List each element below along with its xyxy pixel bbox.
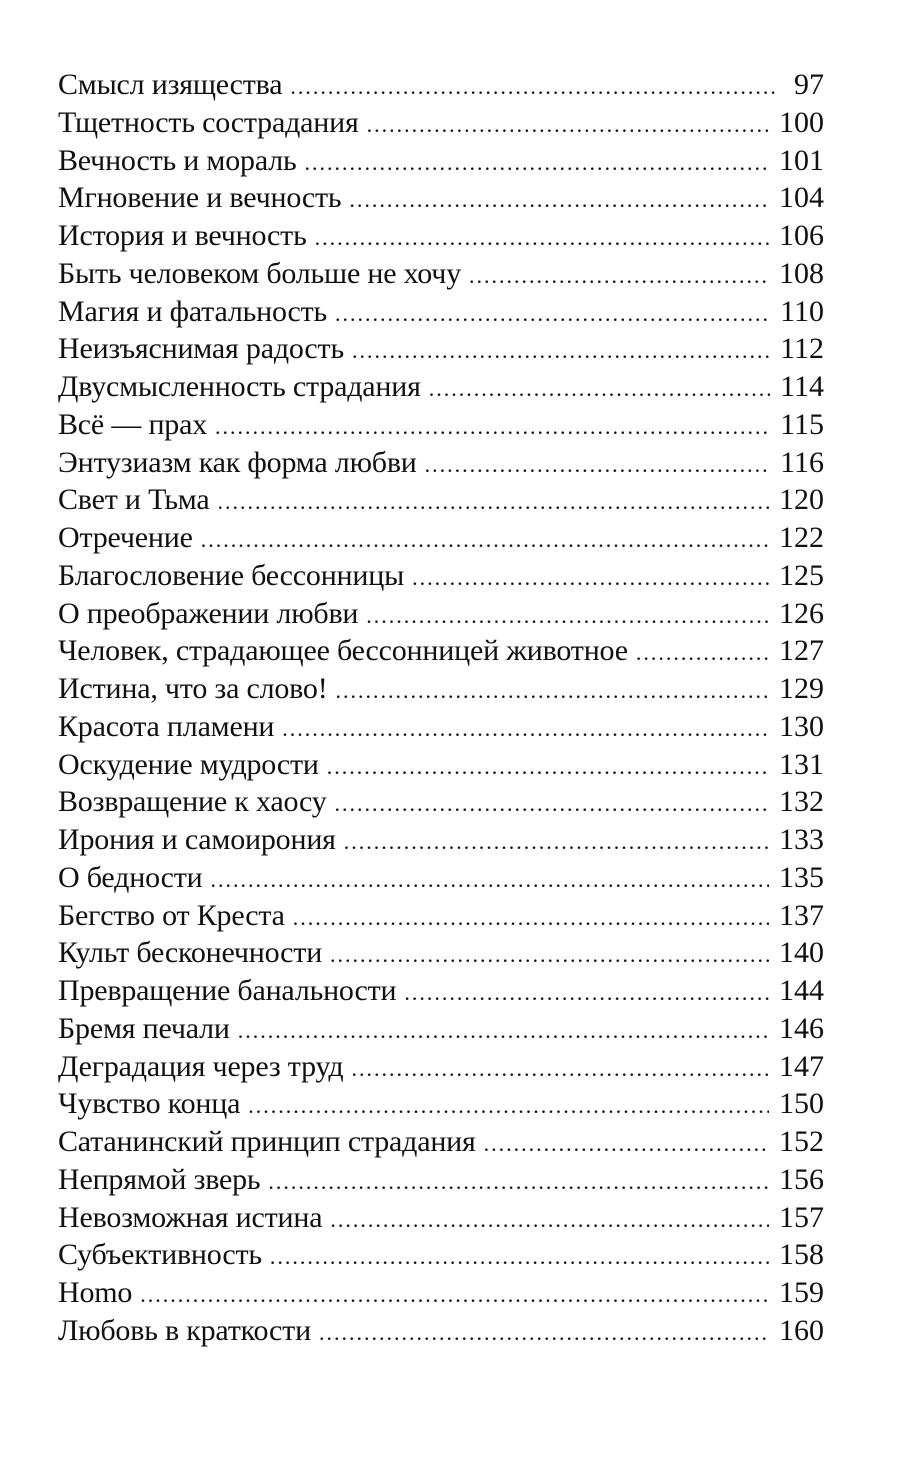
toc-entry-title: Homo bbox=[58, 1276, 133, 1309]
toc-entry-page-number: 116 bbox=[780, 445, 824, 479]
toc-entry bbox=[58, 821, 824, 859]
dot-leader bbox=[248, 1087, 769, 1123]
toc-entry bbox=[58, 1312, 824, 1350]
dot-leader bbox=[270, 1238, 769, 1274]
toc-entry bbox=[58, 1010, 824, 1048]
toc-entry-page-number: 112 bbox=[780, 332, 824, 366]
dot-leader bbox=[367, 106, 769, 142]
toc-entry-page-number: 137 bbox=[779, 898, 824, 932]
toc-entry bbox=[58, 406, 824, 444]
toc-entry bbox=[58, 1085, 824, 1123]
toc-entry bbox=[58, 897, 824, 935]
dot-leader bbox=[215, 408, 770, 444]
toc-entry bbox=[58, 1236, 824, 1274]
toc-entry-title: Чувство конца bbox=[58, 1087, 241, 1121]
toc-entry-page-number: 130 bbox=[779, 709, 824, 743]
toc-entry bbox=[58, 1048, 824, 1086]
toc-entry-title: Человек, страдающее бессонницей животное bbox=[58, 634, 628, 668]
toc-entry bbox=[58, 142, 824, 180]
toc-entry bbox=[58, 519, 824, 557]
dot-leader bbox=[366, 597, 769, 633]
toc-entry bbox=[58, 972, 824, 1010]
toc-entry bbox=[58, 255, 824, 293]
toc-entry bbox=[58, 746, 824, 784]
toc-entry-page-number: 110 bbox=[780, 294, 824, 328]
toc-entry-page-number: 146 bbox=[779, 1011, 824, 1045]
dot-leader bbox=[336, 672, 769, 708]
toc-entry-page-number: 131 bbox=[779, 747, 824, 781]
dot-leader bbox=[352, 332, 770, 368]
toc-entry-title: Тщетность сострадания bbox=[58, 105, 359, 139]
toc-entry-page-number: 160 bbox=[779, 1313, 824, 1347]
toc-entry-title: О преображении любви bbox=[58, 596, 359, 630]
dot-leader bbox=[293, 899, 769, 935]
toc-entry-title: Бегство от Креста bbox=[58, 898, 285, 932]
toc-entry-title: Оскудение мудрости bbox=[58, 747, 319, 781]
toc-entry-title: Отречение bbox=[58, 521, 193, 554]
dot-leader bbox=[412, 559, 769, 595]
dot-leader bbox=[425, 446, 770, 482]
toc-entry-page-number: 100 bbox=[779, 105, 824, 139]
toc-entry-page-number: 156 bbox=[779, 1162, 824, 1196]
toc-entry bbox=[58, 481, 824, 519]
dot-leader bbox=[140, 1276, 769, 1312]
toc-entry-page-number: 114 bbox=[780, 370, 824, 403]
dot-leader bbox=[344, 823, 769, 859]
dot-leader bbox=[268, 1163, 769, 1199]
toc-entry-title: Смысл изящества bbox=[58, 68, 283, 101]
toc-entry bbox=[58, 670, 824, 708]
dot-leader bbox=[218, 483, 770, 519]
dot-leader bbox=[351, 1050, 769, 1086]
dot-leader bbox=[330, 936, 769, 972]
dot-leader bbox=[330, 1201, 769, 1237]
toc-entry-title: Благословение бессонницы bbox=[58, 558, 405, 592]
toc-entry bbox=[58, 1274, 824, 1312]
toc-entry bbox=[58, 783, 824, 821]
toc-entry bbox=[58, 293, 824, 331]
dot-leader bbox=[319, 1314, 769, 1350]
toc-entry-page-number: 157 bbox=[779, 1200, 824, 1234]
toc-entry bbox=[58, 330, 824, 368]
toc-entry bbox=[58, 368, 824, 406]
toc-entry-page-number: 152 bbox=[779, 1125, 824, 1158]
dot-leader bbox=[238, 1012, 769, 1048]
toc-entry-title: История и вечность bbox=[58, 219, 307, 252]
toc-entry-page-number: 101 bbox=[779, 143, 824, 177]
dot-leader bbox=[484, 1125, 769, 1161]
table-of-contents bbox=[58, 66, 824, 1350]
toc-entry bbox=[58, 217, 824, 255]
toc-entry-title: Красота пламени bbox=[58, 709, 275, 743]
toc-entry-title: Возвращение к хаосу bbox=[58, 785, 327, 819]
toc-entry-page-number: 158 bbox=[779, 1238, 824, 1272]
toc-entry bbox=[58, 557, 824, 595]
toc-entry-page-number: 126 bbox=[779, 596, 824, 630]
dot-leader bbox=[211, 861, 770, 897]
toc-entry-page-number: 144 bbox=[779, 974, 824, 1007]
toc-entry bbox=[58, 632, 824, 670]
toc-entry-title: Свет и Тьма bbox=[58, 483, 210, 517]
toc-entry-page-number: 159 bbox=[779, 1276, 824, 1309]
toc-entry-title: Бремя печали bbox=[58, 1011, 230, 1045]
toc-entry-page-number: 106 bbox=[779, 219, 824, 252]
dot-leader bbox=[349, 181, 769, 217]
toc-entry-page-number: 97 bbox=[794, 68, 824, 101]
dot-leader bbox=[429, 370, 770, 406]
dot-leader bbox=[335, 295, 770, 331]
dot-leader bbox=[404, 974, 769, 1010]
toc-entry-title: Деградация через труд bbox=[58, 1049, 344, 1083]
toc-entry bbox=[58, 1123, 824, 1161]
toc-entry-page-number: 108 bbox=[779, 256, 824, 290]
toc-entry-title: Любовь в краткости bbox=[58, 1313, 311, 1347]
toc-entry-title: Неизъяснимая радость bbox=[58, 332, 344, 366]
toc-entry-title: Быть человеком больше не хочу bbox=[58, 256, 461, 290]
toc-entry-title: Невозможная истина bbox=[58, 1200, 323, 1234]
toc-entry-title: Ирония и самоирония bbox=[58, 823, 336, 856]
toc-entry-page-number: 104 bbox=[779, 181, 824, 215]
toc-entry-page-number: 140 bbox=[779, 936, 824, 970]
toc-entry-title: Всё — прах bbox=[58, 407, 208, 441]
toc-entry bbox=[58, 444, 824, 482]
toc-entry-title: Культ бесконечности bbox=[58, 936, 323, 970]
toc-entry bbox=[58, 1161, 824, 1199]
toc-entry bbox=[58, 179, 824, 217]
toc-entry bbox=[58, 595, 824, 633]
toc-entry-title: Вечность и мораль bbox=[58, 143, 297, 177]
toc-entry-page-number: 129 bbox=[779, 672, 824, 705]
toc-entry-title: Мгновение и вечность bbox=[58, 181, 342, 215]
toc-entry-page-number: 133 bbox=[779, 823, 824, 856]
toc-entry-page-number: 150 bbox=[779, 1087, 824, 1121]
dot-leader bbox=[315, 219, 769, 255]
toc-entry-title: Двусмысленность страдания bbox=[58, 370, 421, 403]
toc-entry-title: Магия и фатальность bbox=[58, 294, 327, 328]
toc-entry bbox=[58, 104, 824, 142]
toc-entry-title: Превращение банальности bbox=[58, 974, 397, 1007]
toc-entry-page-number: 120 bbox=[779, 483, 824, 517]
dot-leader bbox=[282, 710, 769, 746]
toc-entry bbox=[58, 66, 824, 104]
toc-entry-page-number: 147 bbox=[779, 1049, 824, 1083]
dot-leader bbox=[290, 68, 778, 104]
toc-entry bbox=[58, 708, 824, 746]
dot-leader bbox=[636, 634, 769, 670]
toc-entry-page-number: 122 bbox=[779, 521, 824, 554]
toc-entry-title: Истина, что за слово! bbox=[58, 672, 328, 705]
dot-leader bbox=[469, 257, 769, 293]
toc-entry-page-number: 127 bbox=[779, 634, 824, 668]
toc-entry-title: Энтузиазм как форма любви bbox=[58, 445, 417, 479]
toc-entry-page-number: 132 bbox=[779, 785, 824, 819]
toc-entry-title: О бедности bbox=[58, 860, 203, 894]
dot-leader bbox=[327, 748, 769, 784]
toc-entry bbox=[58, 934, 824, 972]
toc-entry-title: Сатанинский принцип страдания bbox=[58, 1125, 476, 1158]
toc-entry-page-number: 135 bbox=[779, 860, 824, 894]
dot-leader bbox=[304, 144, 769, 180]
toc-entry bbox=[58, 1199, 824, 1237]
dot-leader bbox=[201, 521, 769, 557]
toc-entry-title: Непрямой зверь bbox=[58, 1162, 261, 1196]
toc-entry-page-number: 125 bbox=[779, 558, 824, 592]
toc-entry-title: Субъективность bbox=[58, 1238, 262, 1272]
toc-entry bbox=[58, 859, 824, 897]
toc-entry-page-number: 115 bbox=[780, 407, 824, 441]
dot-leader bbox=[335, 785, 769, 821]
